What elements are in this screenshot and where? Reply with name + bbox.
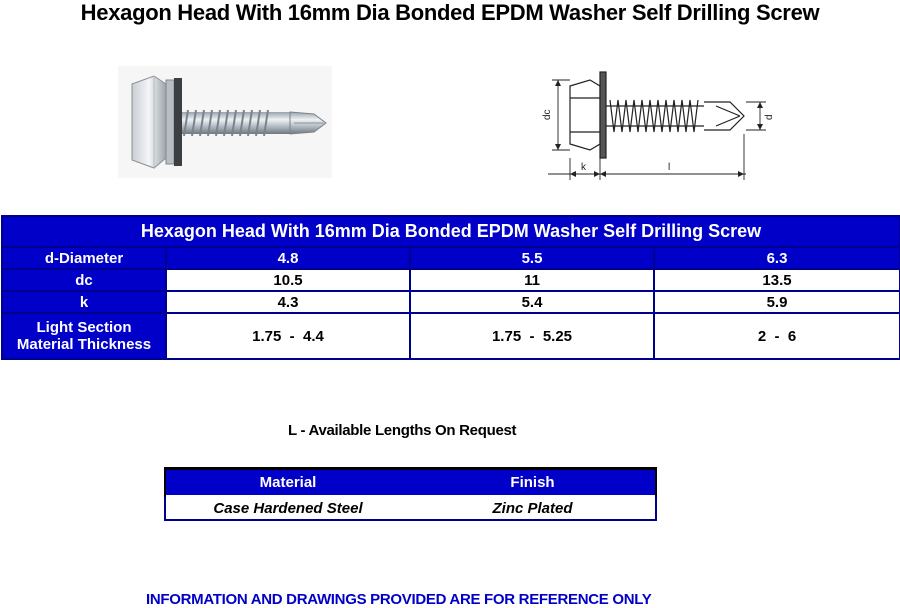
dim-d-label: d (764, 114, 775, 120)
dim-dc-label: dc (542, 109, 553, 120)
thickness-value: 1.75 - 5.25 (410, 313, 654, 359)
thickness-value: 1.75 - 4.4 (166, 313, 410, 359)
lengths-note: L - Available Lengths On Request (288, 422, 517, 439)
diameter-value: 6.3 (654, 247, 900, 269)
dc-value: 13.5 (654, 269, 900, 291)
row-label-diameter: d-Diameter (2, 247, 166, 269)
spec-row-thickness (2, 313, 900, 359)
row-label-thickness (2, 313, 166, 359)
thickness-value: 2 - 6 (654, 313, 900, 359)
screw-technical-drawing (534, 62, 790, 186)
page-title: Hexagon Head With 16mm Dia Bonded EPDM Washer Self Drilling Screw (80, 0, 820, 25)
finish-header-finish: Finish (410, 469, 656, 497)
dim-l-label: l (668, 162, 671, 173)
spec-table-title: Hexagon Head With 16mm Dia Bonded EPDM Washer Self Drilling Screw (2, 216, 900, 247)
dc-value: 10.5 (166, 269, 410, 291)
row-label-thickness-line1: Light Section (36, 319, 132, 336)
spec-table (1, 215, 900, 360)
spec-row-k (2, 291, 900, 313)
dc-value: 11 (410, 269, 654, 291)
disclaimer: INFORMATION AND DRAWINGS PROVIDED ARE FOR REFERENCE ONLY (146, 591, 652, 608)
finish-finish-value: Zinc Plated (410, 496, 656, 520)
finish-header-material: Material (165, 469, 410, 497)
screw-photo (118, 66, 332, 178)
finish-table (164, 467, 657, 521)
dim-k-label: k (581, 162, 586, 173)
row-label-thickness-line2: Material Thickness (16, 336, 152, 353)
finish-material-value: Case Hardened Steel (165, 496, 410, 520)
spec-row-diameter (2, 247, 900, 269)
k-value: 4.3 (166, 291, 410, 313)
row-label-dc: dc (2, 269, 166, 291)
k-value: 5.9 (654, 291, 900, 313)
row-label-k: k (2, 291, 166, 313)
spec-row-dc (2, 269, 900, 291)
k-value: 5.4 (410, 291, 654, 313)
diameter-value: 5.5 (410, 247, 654, 269)
diameter-value: 4.8 (166, 247, 410, 269)
